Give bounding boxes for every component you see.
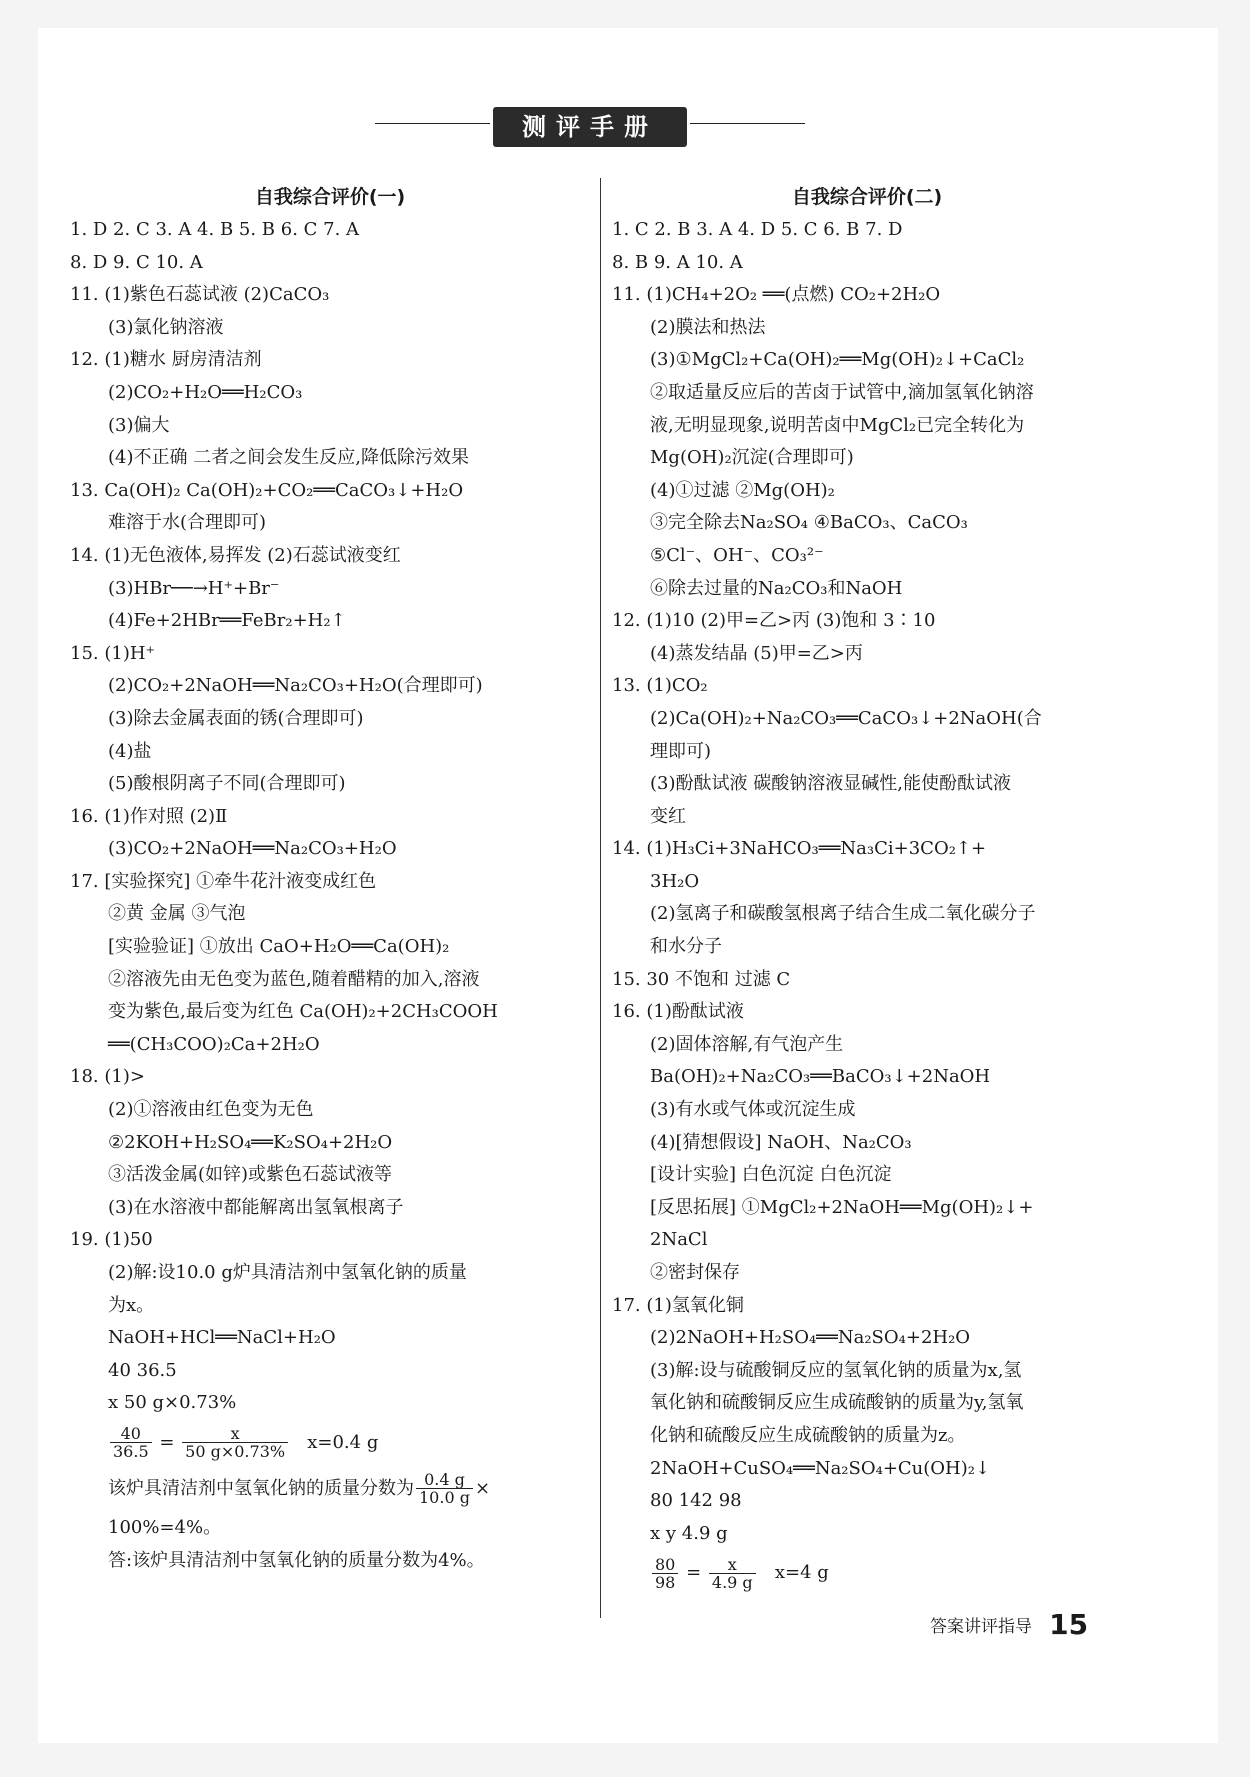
answer-line: 8. B 9. A 10. A xyxy=(612,251,743,273)
answer-line: 100%=4%。 xyxy=(108,1516,222,1538)
answer-line: (3)偏大 xyxy=(108,414,170,436)
answer-line: 15. 30 不饱和 过滤 C xyxy=(612,968,791,990)
answer-line: 19. (1)50 xyxy=(70,1229,153,1251)
answer-line: (4)蒸发结晶 (5)甲=乙>丙 xyxy=(650,642,863,664)
answer-line: Mg(OH)₂沉淀(合理即可) xyxy=(650,447,854,469)
answer-line: 14. (1)H₃Ci+3NaHCO₃══Na₃Ci+3CO₂↑+ xyxy=(612,838,987,860)
answer-line: 8. D 9. C 10. A xyxy=(70,251,203,273)
answer-line: (3)CO₂+2NaOH══Na₂CO₃+H₂O xyxy=(108,838,397,860)
answer-line: 40 36.5 xyxy=(108,1359,177,1381)
answer-line: (4)不正确 二者之间会发生反应,降低除污效果 xyxy=(108,447,469,469)
answer-line: 变红 xyxy=(650,805,686,827)
answer-line: 80 142 98 xyxy=(650,1490,742,1512)
answer-line: 17. (1)氢氧化铜 xyxy=(612,1294,744,1316)
answer-line: (3)氯化钠溶液 xyxy=(108,316,224,338)
answer-line: 12. (1)糖水 厨房清洁剂 xyxy=(70,349,262,371)
section-header xyxy=(375,107,805,149)
answer-line: ⑥除去过量的Na₂CO₃和NaOH xyxy=(650,577,903,599)
answer-line: 和水分子 xyxy=(650,936,722,958)
answer-line: 11. (1)CH₄+2O₂ ══(点燃) CO₂+2H₂O xyxy=(612,284,941,306)
answer-line: 12. (1)10 (2)甲=乙>丙 (3)饱和 3∶10 xyxy=(612,610,936,632)
answer-line: 13. (1)CO₂ xyxy=(612,675,708,697)
column-divider xyxy=(600,178,601,1618)
answer-line: (3)HBr──→H⁺+Br⁻ xyxy=(108,577,280,599)
answer-line: (4)[猜想假设] NaOH、Na₂CO₃ xyxy=(650,1131,912,1153)
answer-line: (2)膜法和热法 xyxy=(650,316,766,338)
right-proportion: $\frac{80}{98}$ = $\frac{x}{4.9 g}$ x=4 g xyxy=(612,1550,1122,1596)
answer-line: 变为紫色,最后变为红色 Ca(OH)₂+2CH₃COOH xyxy=(108,1001,498,1023)
left-column xyxy=(70,180,590,1577)
answer-line: ②溶液先由无色变为蓝色,随着醋精的加入,溶液 xyxy=(108,968,480,990)
answer-line: x y 4.9 g xyxy=(650,1522,728,1544)
fraction: $\frac{40}{36.5}$ xyxy=(110,1425,152,1460)
answer-line: ②黄 金属 ③气泡 xyxy=(108,903,246,925)
answer-line: (4)盐 xyxy=(108,740,152,762)
answer-line: ③活泼金属(如锌)或紫色石蕊试液等 xyxy=(108,1164,393,1186)
page-footer xyxy=(930,1608,1088,1641)
answer-line: (2)①溶液由红色变为无色 xyxy=(108,1099,314,1121)
header-title: 测评手册 xyxy=(493,107,687,147)
answer-line: ③完全除去Na₂SO₄ ④BaCO₃、CaCO₃ xyxy=(650,512,968,534)
answer-line: 18. (1)> xyxy=(70,1066,145,1088)
answer-line: NaOH+HCl══NaCl+H₂O xyxy=(108,1327,336,1349)
fraction: $\frac{x}{4.9 g}$ xyxy=(709,1556,756,1591)
fraction: $\frac{0.4 g}{10.0 g}$ xyxy=(416,1471,473,1506)
answer-line: ══(CH₃COO)₂Ca+2H₂O xyxy=(108,1033,320,1055)
answer-line: 14. (1)无色液体,易挥发 (2)石蕊试液变红 xyxy=(70,544,401,566)
answer-line: (3)有水或气体或沉淀生成 xyxy=(650,1099,856,1121)
answer-line: 2NaCl xyxy=(650,1229,708,1251)
answer-line: (2)氢离子和碳酸氢根离子结合生成二氧化碳分子 xyxy=(650,903,1036,925)
answer-line: ⑤Cl⁻、OH⁻、CO₃²⁻ xyxy=(650,544,824,566)
answer-line: (2)固体溶解,有气泡产生 xyxy=(650,1033,844,1055)
answer-line: 答:该炉具清洁剂中氢氧化钠的质量分数为4%。 xyxy=(108,1549,485,1571)
answer-line: 为x。 xyxy=(108,1294,155,1316)
page-number: 15 xyxy=(1049,1608,1089,1641)
answer-line: 15. (1)H⁺ xyxy=(70,642,156,664)
header-rule-left xyxy=(375,123,490,124)
answer-line: Ba(OH)₂+Na₂CO₃══BaCO₃↓+2NaOH xyxy=(650,1066,991,1088)
answer-line: [反思拓展] ①MgCl₂+2NaOH══Mg(OH)₂↓+ xyxy=(650,1196,1034,1218)
answer-line: 1. D 2. C 3. A 4. B 5. B 6. C 7. A xyxy=(70,219,360,240)
answer-line: 氧化钠和硫酸铜反应生成硫酸钠的质量为y,氢氧 xyxy=(650,1392,1024,1414)
fraction: $\frac{x}{50 g\times 0.73\%}$ xyxy=(182,1425,288,1460)
answer-line: ②密封保存 xyxy=(650,1262,740,1283)
answer-line: (2)解:设10.0 g炉具清洁剂中氢氧化钠的质量 xyxy=(108,1262,467,1283)
answer-line: [实验验证] ①放出 CaO+H₂O══Ca(OH)₂ xyxy=(108,936,450,958)
fraction: $\frac{80}{98}$ xyxy=(652,1556,678,1591)
right-answer-lines xyxy=(612,214,1122,1550)
answer-line: (4)Fe+2HBr══FeBr₂+H₂↑ xyxy=(108,610,346,632)
left-proportion: $\frac{40}{36.5}$ = $\frac{x}{50 g\times 0.73\%}$ x=0.4 g xyxy=(70,1420,590,1466)
answer-line: (5)酸根阴离子不同(合理即可) xyxy=(108,773,346,795)
left-column-title: 自我综合评价(一) xyxy=(254,186,406,208)
answer-line: (3)除去金属表面的锈(合理即可) xyxy=(108,707,364,729)
answer-line: [设计实验] 白色沉淀 白色沉淀 xyxy=(650,1164,892,1186)
answer-line: (2)Ca(OH)₂+Na₂CO₃══CaCO₃↓+2NaOH(合 xyxy=(650,707,1042,729)
header-rule-right xyxy=(690,123,805,124)
answer-line: (3)①MgCl₂+Ca(OH)₂══Mg(OH)₂↓+CaCl₂ xyxy=(650,349,1025,371)
answer-line: 13. Ca(OH)₂ Ca(OH)₂+CO₂══CaCO₃↓+H₂O xyxy=(70,479,464,501)
left-concentration: 该炉具清洁剂中氢氧化钠的质量分数为 $\frac{0.4 g}{10.0 g}$ × xyxy=(108,1470,491,1508)
answer-line: 3H₂O xyxy=(650,870,700,892)
right-column-title: 自我综合评价(二) xyxy=(791,186,943,208)
answer-line: 难溶于水(合理即可) xyxy=(108,512,267,534)
answer-line: (3)酚酞试液 碳酸钠溶液显碱性,能使酚酞试液 xyxy=(650,773,1011,795)
answer-line: (3)解:设与硫酸铜反应的氢氧化钠的质量为x,氢 xyxy=(650,1359,1022,1381)
answer-line: 液,无明显现象,说明苦卤中MgCl₂已完全转化为 xyxy=(650,414,1025,436)
answer-line: (2)2NaOH+H₂SO₄══Na₂SO₄+2H₂O xyxy=(650,1327,971,1349)
answer-line: 理即可) xyxy=(650,740,712,762)
answer-line: 2NaOH+CuSO₄══Na₂SO₄+Cu(OH)₂↓ xyxy=(650,1457,991,1479)
answer-line: 11. (1)紫色石蕊试液 (2)CaCO₃ xyxy=(70,284,330,306)
answer-line: ②取适量反应后的苦卤于试管中,滴加氢氧化钠溶 xyxy=(650,381,1034,403)
answer-line: ②2KOH+H₂SO₄══K₂SO₄+2H₂O xyxy=(108,1131,393,1153)
answer-line: (3)在水溶液中都能解离出氢氧根离子 xyxy=(108,1196,404,1218)
footer-text: 答案讲评指导 xyxy=(930,1617,1032,1637)
right-column xyxy=(612,180,1122,1596)
answer-line: (2)CO₂+H₂O══H₂CO₃ xyxy=(108,381,303,403)
answer-line: x 50 g×0.73% xyxy=(108,1392,237,1414)
answer-line: 17. [实验探究] ①牵牛花汁液变成红色 xyxy=(70,870,377,892)
answer-line: (4)①过滤 ②Mg(OH)₂ xyxy=(650,479,835,501)
answer-line: 1. C 2. B 3. A 4. D 5. C 6. B 7. D xyxy=(612,219,903,240)
answer-line: 16. (1)酚酞试液 xyxy=(612,1001,744,1023)
answer-line: 16. (1)作对照 (2)Ⅱ xyxy=(70,805,228,827)
answer-line: (2)CO₂+2NaOH══Na₂CO₃+H₂O(合理即可) xyxy=(108,675,483,697)
answer-line: 化钠和硫酸反应生成硫酸钠的质量为z。 xyxy=(650,1424,966,1446)
left-answer-lines xyxy=(70,214,590,1420)
